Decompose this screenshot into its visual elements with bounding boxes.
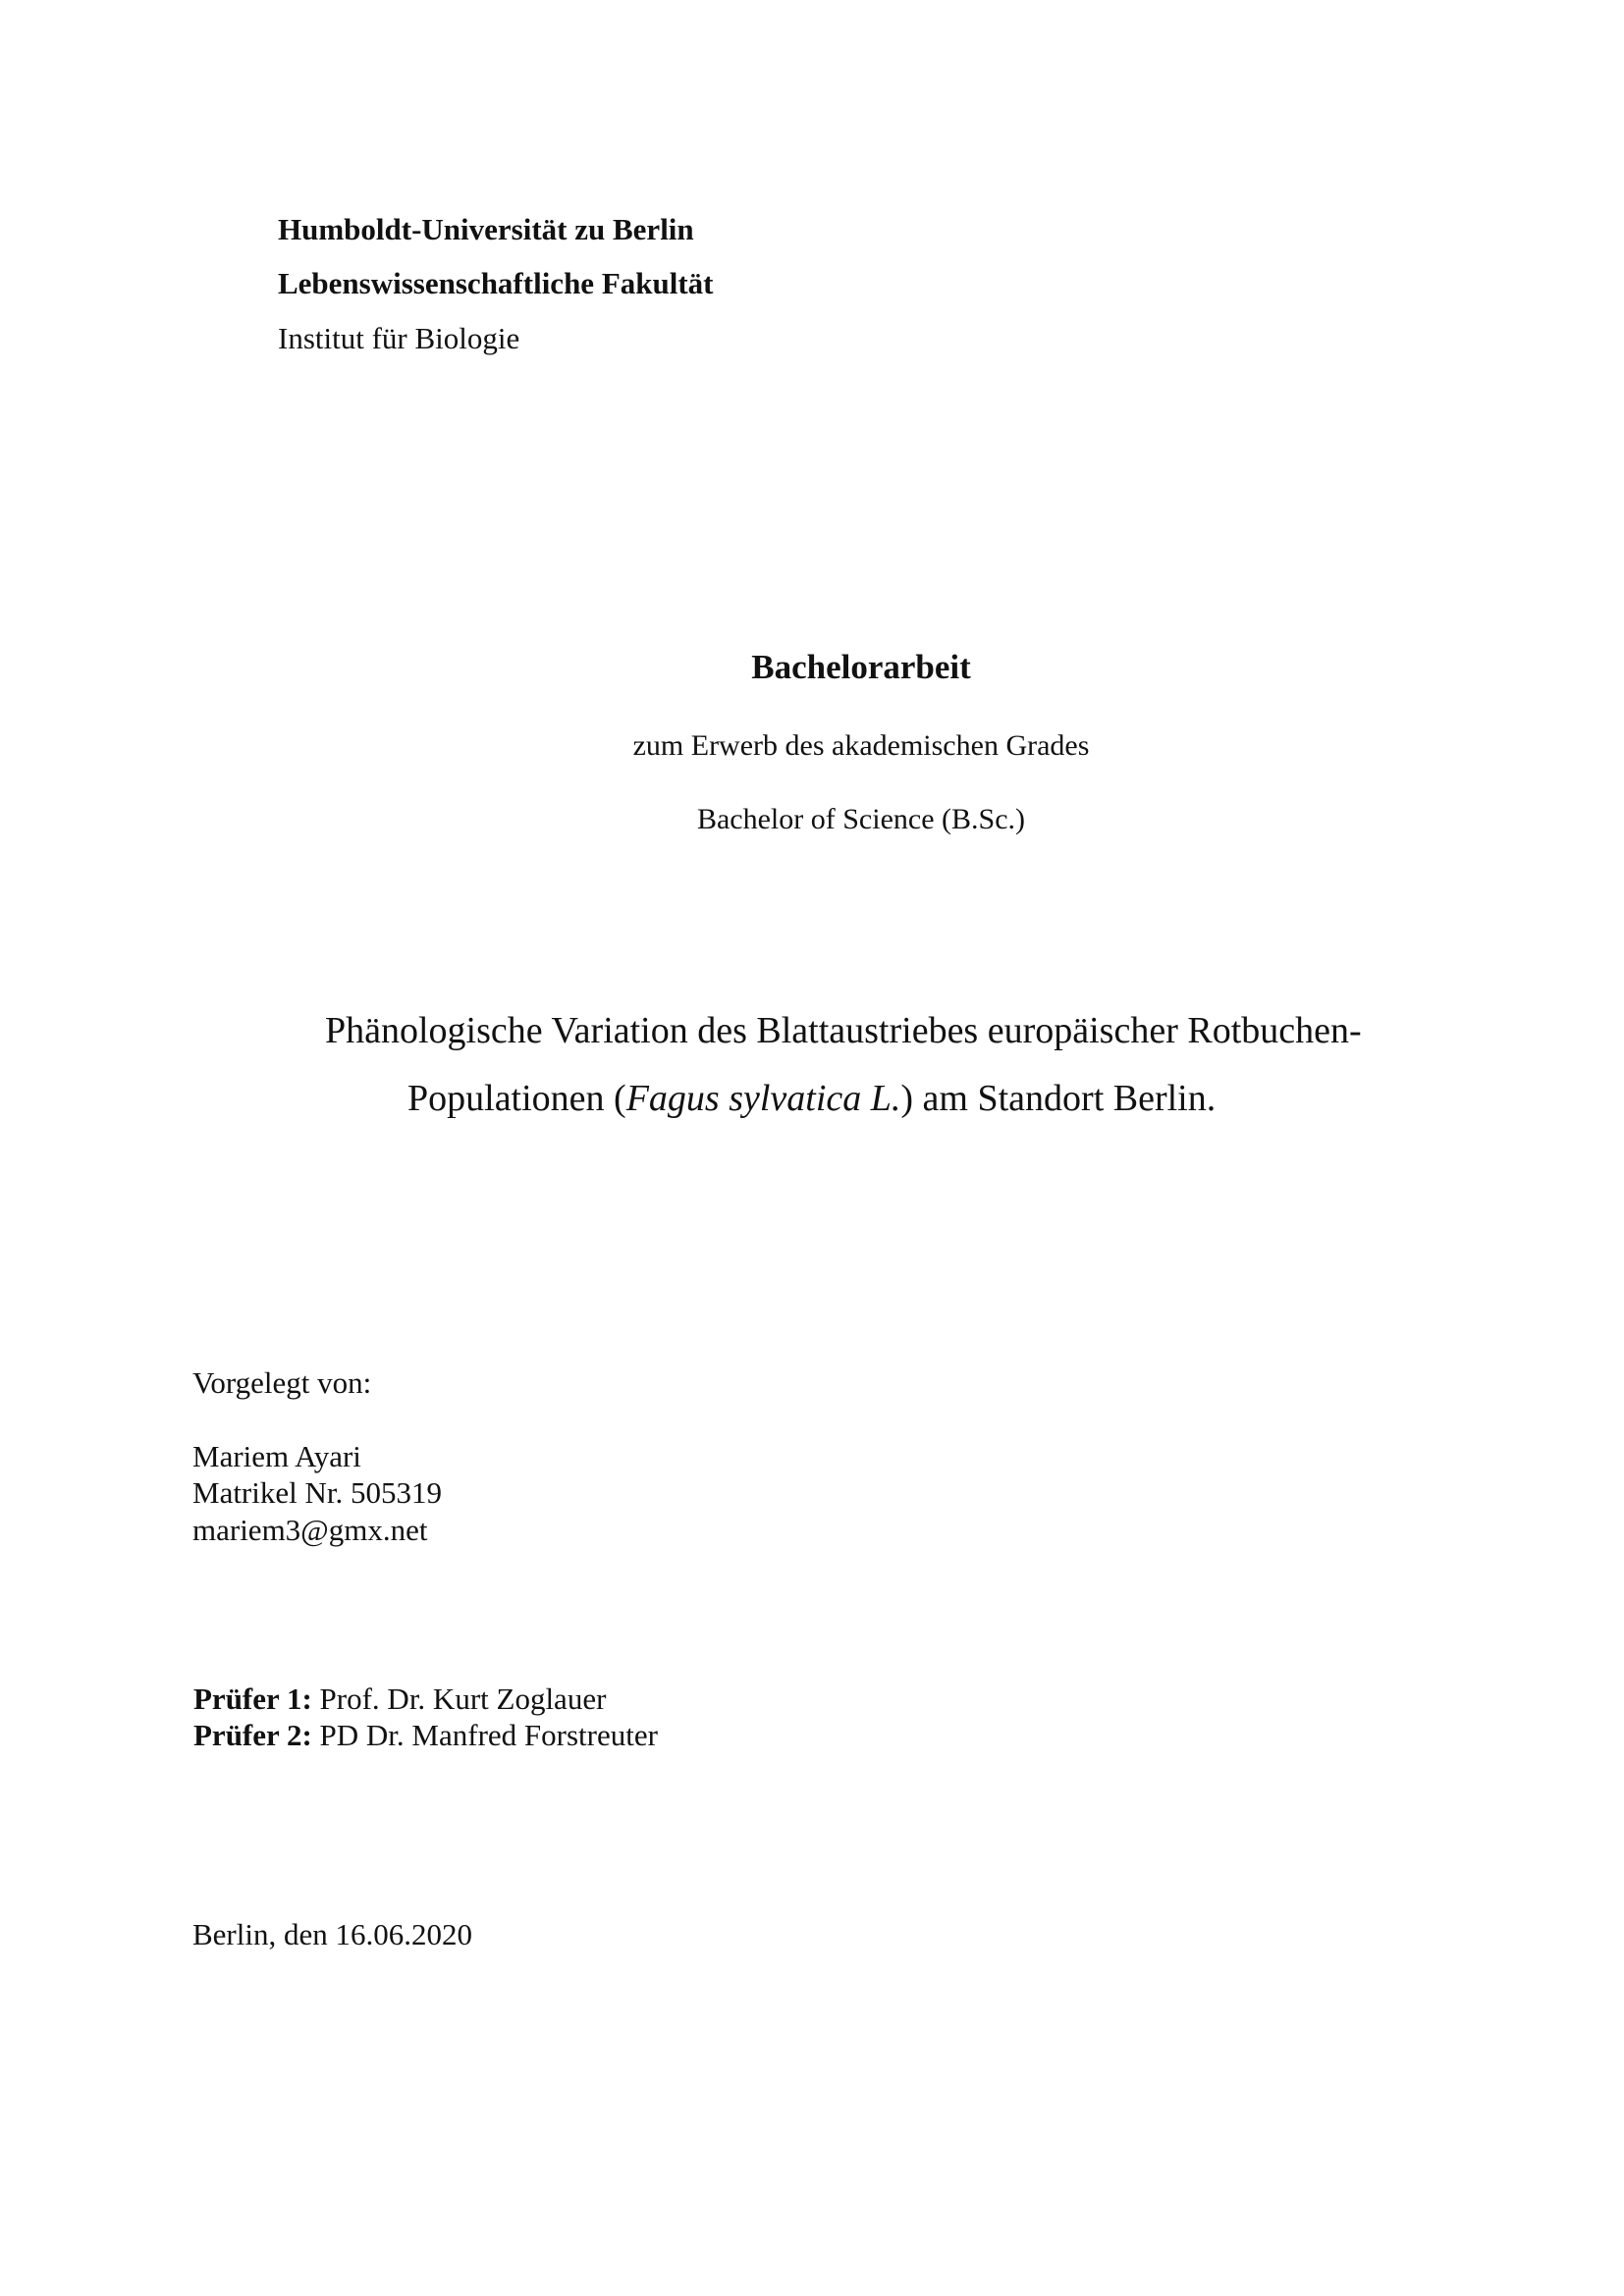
species-name: Fagus sylvatica L. [625,1078,901,1119]
thesis-title-line-1: Phänologische Variation des Blattaustriebes europäischer Rotbuchen- [325,1010,1362,1051]
degree-name: Bachelor of Science (B.Sc.) [696,803,1026,835]
author-matrikel: Matrikel Nr. 505319 [192,1475,442,1510]
title-text-before: Populationen ( [407,1078,626,1119]
thesis-type: Bachelorarbeit [751,648,971,686]
examiner-1-label: Prüfer 1: [193,1682,312,1716]
thesis-title-line-2 [407,1080,1216,1117]
author-label: Vorgelegt von: [192,1365,372,1400]
examiner-1 [193,1683,606,1714]
examiner-1-name: Prof. Dr. Kurt Zoglauer [319,1682,607,1716]
author-name: Mariem Ayari [192,1439,361,1473]
institute-name: Institut für Biologie [278,321,520,355]
faculty-name: Lebenswissenschaftliche Fakultät [278,266,714,300]
title-text-after: ) am Standort Berlin. [900,1078,1217,1119]
place-and-date: Berlin, den 16.06.2020 [192,1917,472,1951]
examiner-2-name: PD Dr. Manfred Forstreuter [319,1718,658,1752]
author-email: mariem3@gmx.net [192,1513,428,1547]
examiner-2 [193,1720,658,1750]
degree-intro: zum Erwerb des akademischen Grades [632,729,1090,762]
university-name: Humboldt-Universität zu Berlin [278,212,694,246]
examiner-2-label: Prüfer 2: [193,1718,312,1752]
